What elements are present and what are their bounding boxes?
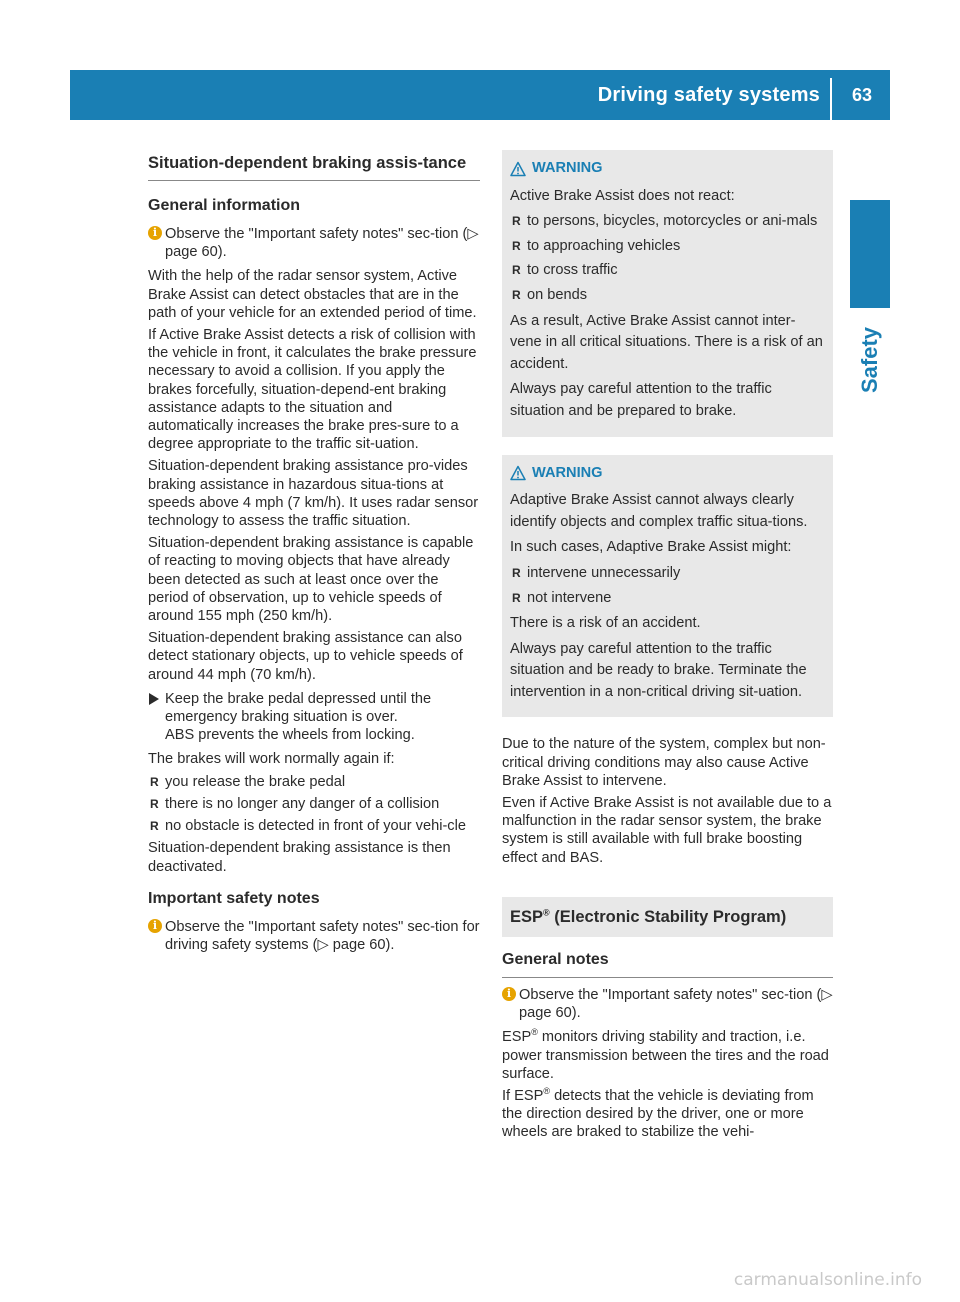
warning-header <box>510 463 825 485</box>
warning-triangle-icon <box>510 465 526 481</box>
info-note <box>148 225 480 261</box>
list-item: R to cross traffic <box>510 260 825 282</box>
esp-title-rest: (Electronic Stability Program) <box>549 907 787 926</box>
list-item: R no obstacle is detected in front of your vehi-cle <box>148 817 480 835</box>
warning-paragraph: Always pay careful attention to the traffic situation and be ready to brake. Terminate the intervention in a non-critical driving sit-uation. <box>510 640 807 700</box>
safety-heading: Important safety notes <box>148 889 320 907</box>
paragraph: Due to the nature of the system, complex but non-critical driving conditions may also cause Active Brake Assist to intervene. <box>502 736 826 789</box>
bullet-list <box>148 773 480 836</box>
registered-mark: ® <box>543 907 550 918</box>
warning-box <box>502 150 833 437</box>
list-item: R on bends <box>510 285 825 307</box>
page-number: 63 <box>851 85 872 105</box>
list-item: R intervene unnecessarily <box>510 563 825 585</box>
header-divider <box>830 78 832 120</box>
paragraph: Situation-dependent braking assistance pro-vides braking assistance in hazardous situa-tions at speeds above 4 mph (7 km/h). It uses radar sensor technology to assess the traffic situation. <box>148 458 479 530</box>
info-note-text: Observe the "Important safety notes" sec-tion (▷ page 60). <box>165 226 479 261</box>
esp-section-title <box>502 897 833 937</box>
header-title: Driving safety systems <box>597 84 820 106</box>
watermark: carmanualsonline.info <box>733 1270 922 1290</box>
warning-paragraph: As a result, Active Brake Assist cannot inter-vene in all critical situations. There is a risk of an accident. <box>510 312 823 372</box>
step-arrow-icon <box>149 693 159 705</box>
info-note <box>148 918 480 954</box>
step-result: ABS prevents the wheels from locking. <box>165 727 415 744</box>
left-column <box>148 152 480 960</box>
paragraph: Even if Active Brake Assist is not available due to a malfunction in the radar sensor system, the brake system is still available with full brake boosting effect and BAS. <box>502 795 832 866</box>
warning-intro: Adaptive Brake Assist cannot always clearly identify objects and complex traffic situa-tions. <box>510 492 808 530</box>
list-item: R to persons, bicycles, motorcycles or ani-mals <box>510 211 825 233</box>
registered-mark: ® <box>531 1027 538 1038</box>
list-item: R to approaching vehicles <box>510 236 825 258</box>
paragraph <box>502 1028 833 1083</box>
warning-label: WARNING <box>532 160 603 176</box>
warning-box <box>502 455 833 718</box>
warning-triangle-icon <box>510 161 526 177</box>
side-tab-label-text: Safety <box>857 326 882 394</box>
side-tab <box>850 200 890 308</box>
page-header <box>70 70 890 120</box>
warning-intro: In such cases, Adaptive Brake Assist might: <box>510 539 792 556</box>
warning-intro: Active Brake Assist does not react: <box>510 187 735 204</box>
esp-p1-main: ESP <box>502 1029 532 1046</box>
right-column <box>502 150 833 1146</box>
general-notes-heading: General notes <box>502 949 833 978</box>
general-info-heading: General information <box>148 197 301 214</box>
warning-label: WARNING <box>532 464 603 481</box>
paragraph: If Active Brake Assist detects a risk of collision with the vehicle in front, it calculates the brake pressure necessary to avoid a collision. If you apply the brakes forcefully, situation-depend-ent braking assistance adapts to the situation and automatically increases the brake pres-sure to a degree appropriate to the traffic sit-uation. <box>148 327 477 453</box>
paragraph <box>502 1087 833 1142</box>
instruction-step <box>148 690 480 745</box>
info-note <box>502 986 833 1022</box>
paragraph: Situation-dependent braking assistance is then deactivated. <box>148 840 451 875</box>
paragraph: The brakes will work normally again if: <box>148 751 395 768</box>
registered-mark: ® <box>543 1086 551 1097</box>
list-item: R not intervene <box>510 588 825 610</box>
info-icon: i <box>148 919 162 933</box>
paragraph: Situation-dependent braking assistance is capable of reacting to moving objects that have already been detected as such at least once over the period of observation, up to vehicle speeds of around 155 mph (250 km/h). <box>148 535 474 625</box>
section-title: Situation-dependent braking assis-tance <box>148 152 480 181</box>
info-note-text: Observe the "Important safety notes" sec-tion for driving safety systems (▷ page 60). <box>165 918 480 953</box>
warning-header <box>510 158 825 180</box>
bullet-list <box>510 563 825 609</box>
info-icon: i <box>148 226 162 240</box>
esp-p1-rest: monitors driving stability and traction, i.e. power transmission between the tires and the road surface. <box>502 1029 829 1082</box>
paragraph: With the help of the radar sensor system, Active Brake Assist can detect obstacles that are in the path of your vehicle for an extended period of time. <box>148 268 477 321</box>
list-item: R you release the brake pedal <box>148 773 480 791</box>
warning-paragraph: There is a risk of an accident. <box>510 615 701 632</box>
info-note-text: Observe the "Important safety notes" sec-tion (▷ page 60). <box>519 986 833 1022</box>
paragraph: Situation-dependent braking assistance can also detect stationary objects, up to vehicle speeds of around 44 mph (70 km/h). <box>148 630 463 683</box>
side-tab-label <box>850 320 890 400</box>
bullet-list <box>510 211 825 306</box>
list-item: R there is no longer any danger of a collision <box>148 795 480 813</box>
step-text: Keep the brake pedal depressed until the emergency braking situation is over. <box>165 690 432 726</box>
esp-p2-rest: detects that the vehicle is deviating from the direction desired by the driver, one or more wheels are braked to stabilize the vehi- <box>502 1087 814 1141</box>
warning-paragraph: Always pay careful attention to the traffic situation and be prepared to brake. <box>510 381 772 419</box>
info-icon: i <box>502 987 516 1001</box>
esp-p2-pre: If ESP <box>502 1087 544 1104</box>
esp-title-main: ESP <box>510 907 544 926</box>
